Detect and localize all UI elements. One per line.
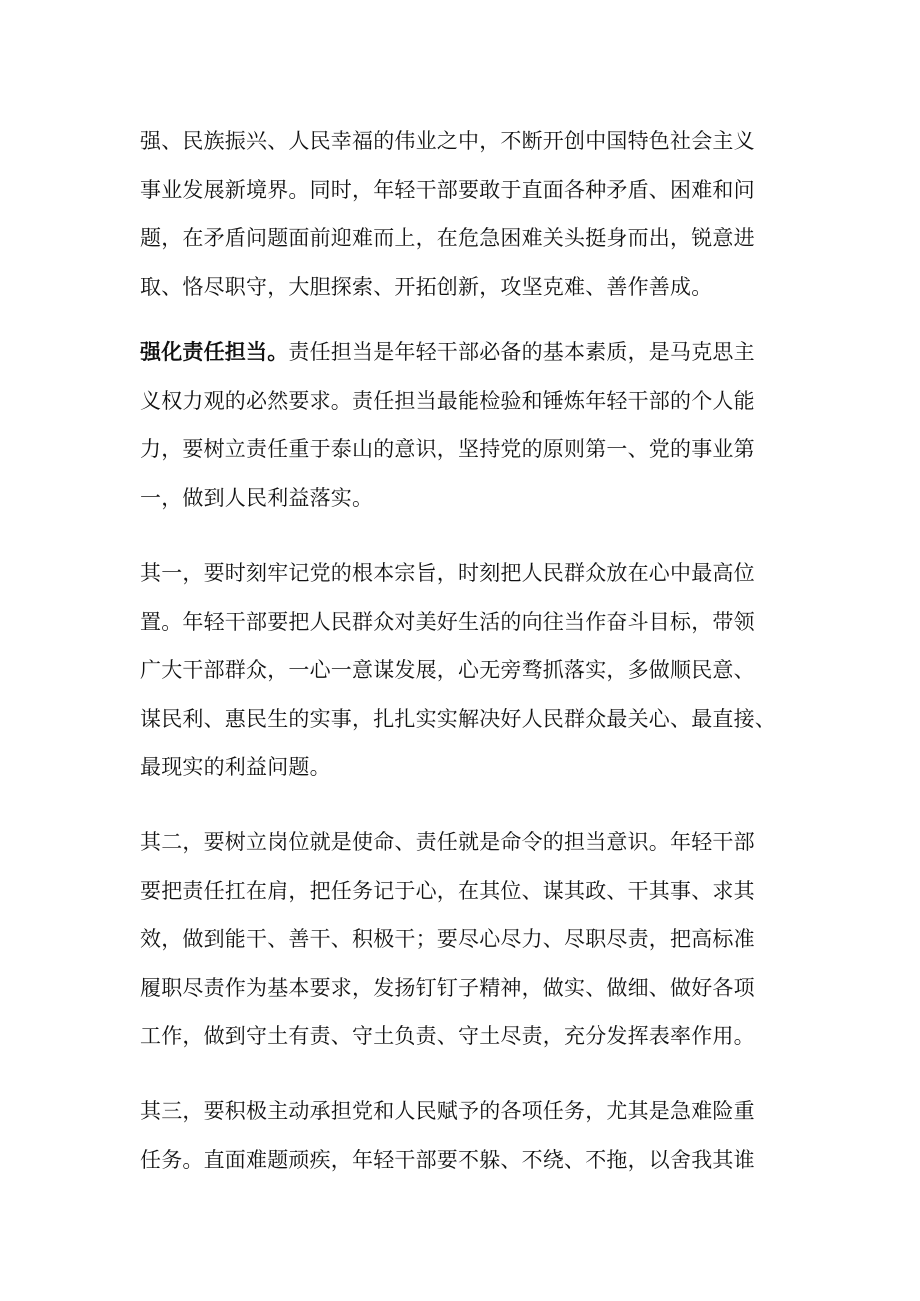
paragraph-3 [140,549,800,792]
text-line: 最现实的利益问题。 [140,755,331,779]
text-line: 谋民利、惠民生的实事，扎扎实实解决好人民群众最关心、最直接、 [140,706,776,731]
text-line-with-heading [140,328,800,377]
paragraph-4 [140,818,800,1061]
text-line: 一，做到人民利益落实。 [140,485,374,510]
text-line: 广大干部群众，一心一意谋发展，心无旁骛抓落实，多做顺民意、 [140,658,755,682]
paragraph-1 [140,117,800,311]
text-line: 置。年轻干部要把人民群众对美好生活的向往当作奋斗目标，带领 [140,609,755,634]
text-line: 履职尽责作为基本要求，发扬钉钉子精神，做实、做细、做好各项 [140,975,755,1000]
paragraph-2 [140,328,800,522]
text-line: 效，做到能干、善干、积极干；要尽心尽力、尽职尽责，把高标准 [140,927,755,951]
paragraph-5 [140,1087,800,1184]
text-line: 力，要树立责任重于泰山的意识，坚持党的原则第一、党的事业第 [140,437,755,461]
text-line: 题，在矛盾问题面前迎难而上，在危急困难关头挺身而出，锐意进 [140,226,755,250]
text-line: 取、恪尽职守，大胆探索、开拓创新，攻坚克难、善作善成。 [140,274,713,299]
text-run: 责任担当是年轻干部必备的基本素质，是马克思主 [288,340,755,364]
text-line: 事业发展新境界。同时，年轻干部要敢于直面各种矛盾、困难和问 [140,177,755,202]
text-line: 其三，要积极主动承担党和人民赋予的各项任务，尤其是急难险重 [140,1099,755,1123]
text-line: 其二，要树立岗位就是使命、责任就是命令的担当意识。年轻干部 [140,830,755,854]
text-line: 强、民族振兴、人民幸福的伟业之中，不断开创中国特色社会主义 [140,129,755,153]
text-line: 其一，要时刻牢记党的根本宗旨，时刻把人民群众放在心中最高位 [140,561,755,585]
paragraph-heading: 强化责任担当。 [140,340,289,364]
text-line: 义权力观的必然要求。责任担当最能检验和锤炼年轻干部的个人能 [140,388,755,413]
text-line: 任务。直面难题顽疾，年轻干部要不躲、不绕、不拖，以舍我其谁 [140,1147,755,1172]
text-line: 工作，做到守土有责、守土负责、守土尽责，充分发挥表率作用。 [140,1024,755,1048]
text-line: 要把责任扛在肩，把任务记于心，在其位、谋其政、干其事、求其 [140,878,755,903]
